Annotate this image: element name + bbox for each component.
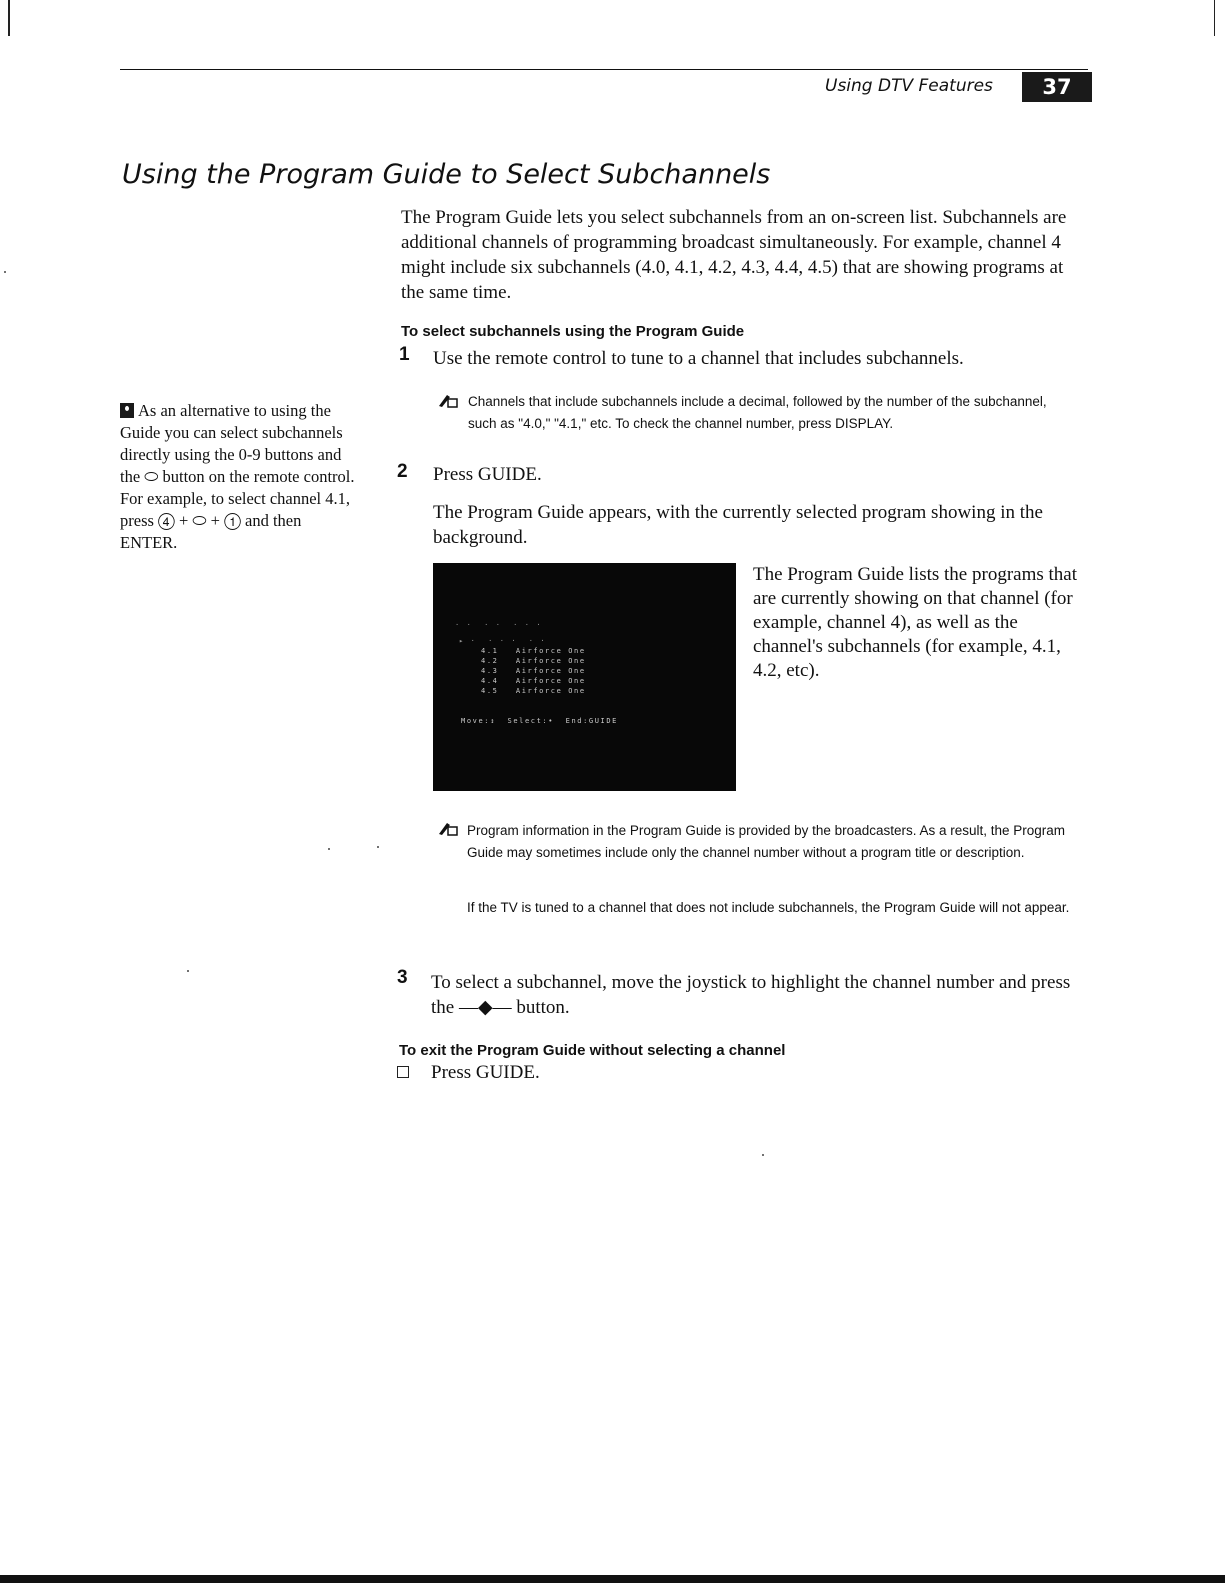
scan-edge-bottom bbox=[0, 1575, 1225, 1583]
page-number: 37 bbox=[1022, 72, 1092, 102]
scan-speck bbox=[187, 970, 189, 972]
osd-footer: Move:↕ Select:• End:GUIDE bbox=[461, 717, 618, 725]
exit-step-text: Press GUIDE. bbox=[431, 1062, 540, 1083]
header-rule bbox=[120, 69, 1088, 70]
scan-edge-right bbox=[1214, 0, 1215, 36]
note-channel-decimal: Channels that include subchannels include a decimal, followed by the number of the subchannel, such as "4.0," "4.1," etc. To check the channel number, press DISPLAY. bbox=[468, 394, 1047, 431]
scan-speck bbox=[4, 271, 6, 273]
tip-sidebar bbox=[120, 400, 360, 554]
osd-row: 4.3 Airforce One bbox=[481, 667, 586, 675]
scan-speck bbox=[762, 1154, 764, 1156]
step-text-3: To select a subchannel, move the joystick to highlight the channel number and press the —◆— button. bbox=[431, 972, 1071, 1018]
note-pencil-icon bbox=[437, 392, 459, 408]
intro-paragraph: The Program Guide lets you select subchannels from an on-screen list. Subchannels are additional channels of programming broadcast simultaneously. For example, channel 4 might include six subchannels (4.0, 4.1, 4.2, 4.3, 4.4, 4.5) that are showing programs at the same time. bbox=[401, 207, 1067, 303]
step-2-result: The Program Guide appears, with the currently selected program showing in the background. bbox=[433, 502, 1043, 548]
checkbox-bullet-icon bbox=[397, 1066, 409, 1078]
osd-current-row: ▸ · · · · · · bbox=[459, 637, 547, 645]
note-no-subchannels: If the TV is tuned to a channel that does not include subchannels, the Program Guide will not appear. bbox=[467, 900, 1070, 915]
program-guide-description: The Program Guide lists the programs that are currently showing on that channel (for example, channel 4), as well as the channel's subchannels (for example, 4.1, 4.2, etc). bbox=[753, 564, 1077, 681]
note-pencil-icon bbox=[437, 820, 459, 836]
osd-row: 4.4 Airforce One bbox=[481, 677, 586, 685]
page-title: Using the Program Guide to Select Subchannels bbox=[122, 159, 771, 190]
step-text-1: Use the remote control to tune to a channel that includes subchannels. bbox=[433, 348, 964, 369]
scan-speck bbox=[377, 846, 379, 848]
note-program-info: Program information in the Program Guide is provided by the broadcasters. As a result, the Program Guide may sometimes include only the channel number without a program title or description. bbox=[467, 823, 1066, 860]
osd-title-faded: · · · · · · · bbox=[455, 621, 543, 629]
step-text-2: Press GUIDE. bbox=[433, 464, 542, 485]
osd-row: 4.1 Airforce One bbox=[481, 647, 586, 655]
tip-text: As an alternative to using the Guide you can select subchannels directly using the 0-9 buttons and the ⬭ button on the remote control. For example, to select channel 4.1, press ④ + ⬭ + ① and then ENTER. bbox=[120, 401, 355, 552]
running-header: Using DTV Features bbox=[825, 76, 993, 96]
osd-row: 4.5 Airforce One bbox=[481, 687, 586, 695]
procedure-heading-exit: To exit the Program Guide without selecting a channel bbox=[399, 1042, 786, 1059]
scan-speck bbox=[328, 848, 330, 850]
program-guide-screenshot bbox=[433, 563, 736, 791]
step-number-2: 2 bbox=[397, 461, 408, 482]
osd-row: 4.2 Airforce One bbox=[481, 657, 586, 665]
lightbulb-icon bbox=[120, 403, 134, 418]
scan-edge-left bbox=[8, 0, 10, 36]
step-number-3: 3 bbox=[397, 967, 408, 988]
step-number-1: 1 bbox=[399, 344, 410, 365]
procedure-heading-select: To select subchannels using the Program Guide bbox=[401, 323, 745, 340]
